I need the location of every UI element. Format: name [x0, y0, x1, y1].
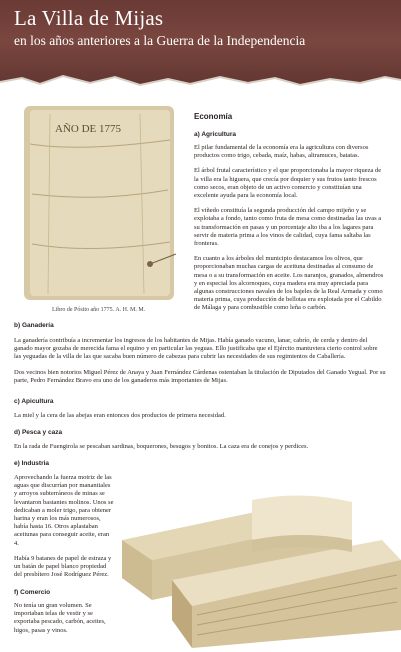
paragraph: Dos vecinos bien notorios Miguel Pérez de Anaya y Juan Fernández Cárdenas ostentaban la titulación de Diputados del Ganado Yegual. Por su parte, Pedro Fernández Bravo era uno de los ganaderos más importantes de Mijas. — [14, 368, 386, 384]
section-heading-economia: Economía — [194, 112, 233, 121]
subheading-ganaderia: b) Ganadería — [14, 322, 54, 329]
page-subtitle: en los años anteriores a la Guerra de la Independencia — [14, 33, 306, 48]
agricultura-text — [194, 144, 386, 320]
paragraph: La ganadería contribuía a incrementar los ingresos de los habitantes de Mijas. Había ganado vacuno, lanar, cabrío, de cerda y dentro del ganado mayor gozaba de merecida fama el equino y en particular las yeguas. Ello justificaba que el Ejército mantuviera cierto control sobre las yeguadas de la villa de las que sacaba buen número de cabezas para cubrir las necesidades de sus regimientos de Caballería. — [14, 337, 378, 361]
paragraph: El pilar fundamental de la economía era la agricultura con diversos productos como trigo, cebada, maíz, habas, altramuces, batatas. — [194, 144, 369, 160]
paragraph: El árbol frutal característico y el que proporcionaba la mayor riqueza de la villa era la higuera, que crecía por doquier y sus frutos tanto frescos como secos, eran objeto de un activo comercio y constituían una excelente ayuda para la economía local. — [194, 167, 382, 200]
comercio-text — [14, 602, 114, 642]
apicultura-text — [14, 412, 386, 427]
subheading-agricultura: a) Agricultura — [194, 131, 237, 138]
subheading-comercio: f) Comercio — [14, 589, 51, 596]
paragraph: La miel y la cera de las abejas eran entonces dos productos de primera necesidad. — [14, 412, 226, 419]
paragraph: Aprovechando la fuerza motriz de las aguas que discurrían por manantiales y arroyos subterráneos de minas se levantaron bastantes molinos. Unos se dedicaban a moler trigo, para obtener harina y eran los más numerosos, había hasta 16. Otros aplastaban aceitunas para conseguir aceite, eran 4. — [14, 474, 114, 547]
pesca-text — [14, 443, 386, 458]
ganaderia-text — [14, 337, 386, 392]
image-caption: Libro de Pósito año 1775. A. H. M. M. — [52, 307, 146, 313]
stacked-books-image — [112, 460, 401, 650]
industria-text — [14, 474, 114, 586]
paragraph: El viñedo constituía la segunda producción del campo mijeño y se explotaba a fondo, tanto como fruta de mesa como destinadas las uvas a su transformación en pasas y un porcentaje alto iba a los lagares para servir de materia prima a los vinos de calidad, cuya fama saltaba las fronteras. — [194, 207, 382, 248]
paragraph: No tenía un gran volumen. Se importaban telas de vestir y se exportaba pescado, carbón, aceites, higos, pasas y vinos. — [14, 602, 106, 634]
paragraph: En cuanto a los árboles del municipio destacamos los olivos, que proporcionaban muchas cargas de aceituna destinadas al consumo de mesa o a su transformación en aceite. Los naranjos, granados, almendros y en especial los alcornoques, cuya madera era muy apreciada para algunas construcciones navales de los bajeles de la Real Armada y como materia prima, cuya producción de bellotas era explotada por el Cabildo de Málaga y para combustible como leña o carbón. — [194, 255, 384, 312]
paragraph: Había 9 batanes de papel de estraza y un batán de papel blanco propiedad del presbítero José Rodríguez Pérez. — [14, 554, 112, 579]
subheading-industria: e) Industria — [14, 460, 50, 467]
page-title: La Villa de Mijas — [14, 6, 164, 30]
book-label-text: AÑO DE 1775 — [55, 123, 121, 135]
torn-paper-edge — [0, 68, 401, 98]
header-banner — [0, 0, 401, 92]
subheading-apicultura: c) Apicultura — [14, 398, 54, 405]
paragraph: En la rada de Fuengirola se pescaban sardinas, boquerones, besugos y bonitos. La caza era de conejos y perdices. — [14, 443, 309, 450]
old-book-image — [20, 104, 182, 304]
subheading-pesca: d) Pesca y caza — [14, 429, 63, 436]
